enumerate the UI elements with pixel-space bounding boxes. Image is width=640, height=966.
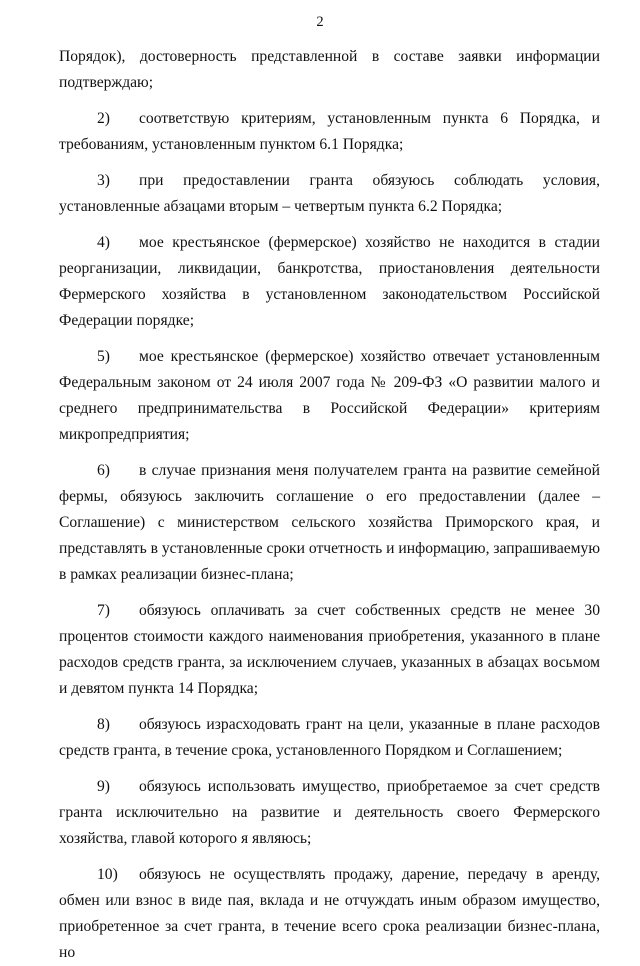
list-item-8: [59, 712, 600, 764]
item-text: обязуюсь израсходовать грант на цели, указанные в плане расходов средств гранта, в течение срока, установленного Порядком и Соглашением;: [59, 716, 600, 759]
item-text: обязуюсь не осуществлять продажу, дарение, передачу в аренду, обмен или взнос в виде пая, вклада и не отчуждать иным образом имущество, приобретенное за счет гранта, в течение всего срока реализации бизнес-плана, но: [59, 866, 600, 961]
item-text: при предоставлении гранта обязуюсь соблюдать условия, установленные абзацами вторым – четвертым пункта 6.2 Порядка;: [59, 172, 600, 215]
item-text: соответствую критериям, установленным пункта 6 Порядка, и требованиям, установленным пунктом 6.1 Порядка;: [59, 110, 600, 153]
item-number: 8): [97, 716, 110, 733]
item-number: 6): [97, 462, 110, 479]
item-number: 9): [97, 778, 110, 795]
list-item-6: [59, 458, 600, 588]
list-item-9: [59, 774, 600, 852]
item-text: обязуюсь использовать имущество, приобретаемое за счет средств гранта исключительно на развитие и деятельность своего Фермерского хозяйства, главой которого я являюсь;: [59, 778, 600, 847]
paragraph-text: Порядок), достоверность представленной в составе заявки информации подтверждаю;: [59, 48, 600, 91]
item-number: 4): [97, 234, 110, 251]
item-number: 2): [97, 110, 110, 127]
paragraph-continuation: [59, 44, 600, 96]
list-item-4: [59, 230, 600, 334]
list-item-10: [59, 862, 600, 966]
item-text: мое крестьянское (фермерское) хозяйство не находится в стадии реорганизации, ликвидации, банкротства, приостановления деятельности Фермерского хозяйства в установленном законодательством Российской Федерации порядке;: [59, 234, 600, 329]
item-text: обязуюсь оплачивать за счет собственных средств не менее 30 процентов стоимости каждого наименования приобретения, указанного в плане расходов средств гранта, за исключением случаев, указанных в абзацах восьмом и девятом пункта 14 Порядка;: [59, 602, 600, 697]
list-item-7: [59, 598, 600, 702]
item-number: 3): [97, 172, 110, 189]
item-text: в случае признания меня получателем гранта на развитие семейной фермы, обязуюсь заключить соглашение о его предоставлении (далее – Соглашение) с министерством сельского хозяйства Приморского края, и представлять в установленные сроки отчетность и информацию, запрашиваемую в рамках реализации бизнес-плана;: [59, 462, 600, 583]
item-number: 7): [97, 602, 110, 619]
list-item-5: [59, 344, 600, 448]
list-item-2: [59, 106, 600, 158]
item-number: 5): [97, 348, 110, 365]
document-body: [59, 44, 600, 966]
page-number: 2: [316, 14, 324, 30]
list-item-3: [59, 168, 600, 220]
item-text: мое крестьянское (фермерское) хозяйство отвечает установленным Федеральным законом от 24 июля 2007 года № 209-ФЗ «О развитии малого и среднего предпринимательства в Российской Федерации» критериям микропредприятия;: [59, 348, 600, 443]
item-number: 10): [97, 866, 118, 883]
